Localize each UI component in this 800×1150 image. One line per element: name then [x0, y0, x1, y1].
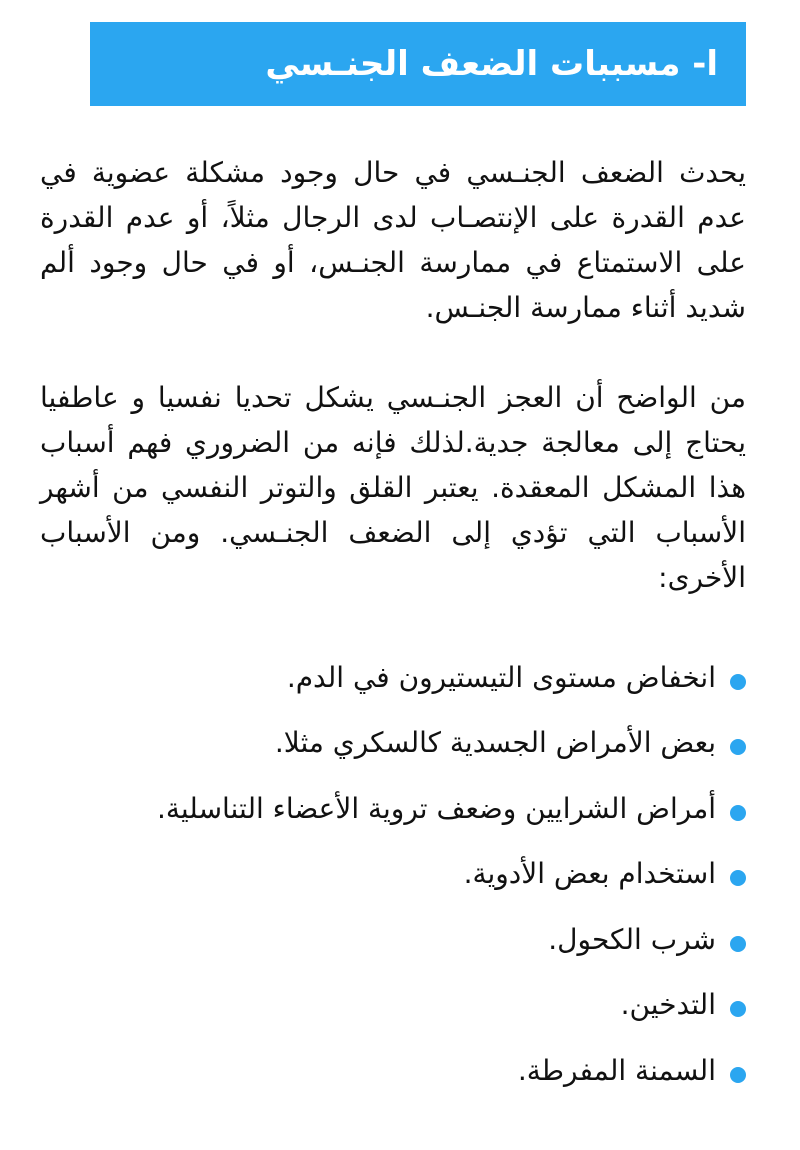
list-item	[40, 973, 746, 1039]
bullet-dot-icon	[730, 936, 746, 952]
bullet-dot-icon	[730, 739, 746, 755]
article-body	[40, 150, 746, 1104]
list-item	[40, 776, 746, 842]
list-item-text: شرب الكحول.	[548, 922, 716, 956]
list-item-text: استخدام بعض الأدوية.	[463, 857, 716, 891]
bullet-dot-icon	[730, 1067, 746, 1083]
list-item	[40, 907, 746, 973]
intro-paragraph: يحدث الضعف الجنـسي في حال وجود مشكلة عضوية في عدم القدرة على الإنتصـاب لدى الرجال مثلاً، أو عدم القدرة على الاستمتاع في ممارسة الجنـس، أو في حال وجود ألم شديد أثناء ممارسة الجنـس.	[40, 156, 746, 324]
section-header	[90, 22, 746, 106]
list-item	[40, 645, 746, 711]
bullet-dot-icon	[730, 870, 746, 886]
list-item-text: انخفاض مستوى التيستيرون في الدم.	[286, 660, 716, 694]
list-item	[40, 711, 746, 777]
list-item-text: التدخين.	[620, 988, 716, 1022]
causes-intro-paragraph: من الواضح أن العجز الجنـسي يشكل تحديا نفسيا و عاطفيا يحتاج إلى معالجة جدية.لذلك فإنه من الضروري فهم أسباب هذا المشكل المعقدة. يعتبر القلق والتوتر النفسي من أشهر الأسباب التي تؤدي إلى الضعف الجنـسي. ومن الأسباب الأخرى:	[40, 381, 746, 594]
bullet-dot-icon	[730, 674, 746, 690]
list-item	[40, 842, 746, 908]
bullet-dot-icon	[730, 1001, 746, 1017]
causes-list	[40, 645, 746, 1104]
list-item-text: أمراض الشرايين وضعف تروية الأعضاء التناسلية.	[156, 791, 716, 825]
list-item	[40, 1038, 746, 1104]
section-title: ا- مسببات الضعف الجنـسي	[265, 44, 718, 84]
list-item-text: بعض الأمراض الجسدية كالسكري مثلا.	[274, 726, 716, 760]
bullet-dot-icon	[730, 805, 746, 821]
list-item-text: السمنة المفرطة.	[517, 1053, 716, 1087]
